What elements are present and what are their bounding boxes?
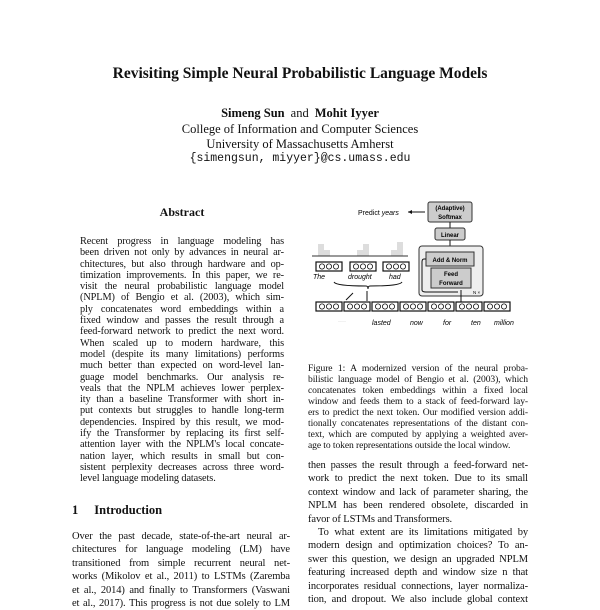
arrow-head: [408, 210, 412, 214]
text-line: ers to predict the next token. Our modified version addi-: [308, 407, 528, 418]
embedding-block: [350, 262, 376, 271]
context-brace: [334, 282, 402, 289]
text-line: feed-forward network to predict the next word.: [80, 326, 284, 338]
abstract-heading: Abstract: [159, 205, 205, 219]
feed-forward-label: Forward: [439, 281, 463, 287]
embedding-block: [316, 262, 342, 271]
text-line: guage model benchmarks. Our analysis re-: [80, 371, 284, 383]
intro-body: [72, 530, 290, 610]
embedding-block: [456, 302, 482, 311]
text-line: When scaled up to modern hardware, this: [80, 337, 284, 349]
text-line: NPLM has been rendered obsolete, discarded in: [308, 500, 528, 512]
right-column-body: [308, 459, 528, 606]
text-line: dependencies. Inspired by this result, we mod-: [80, 416, 284, 428]
section-number: 1: [72, 503, 79, 517]
text-line: been driven not only by advances in neural ar-: [80, 247, 284, 259]
text-line: works (Mikolov et al., 2011) to LSTMs (Zaremba: [72, 571, 290, 583]
abstract-body: [80, 236, 284, 485]
text-line: et al., 2014) and finally to Transformers (Vaswani: [72, 584, 290, 596]
text-line: context window and lack of parameter sharing, the: [308, 486, 528, 498]
text-line: attention layer with the NPLM's local concate-: [80, 439, 284, 451]
window-word: ten: [471, 320, 481, 327]
embedding-block: [316, 302, 342, 311]
embedding-block: [383, 262, 409, 271]
paper-title: Revisiting Simple Neural Probabilistic Language Models: [112, 65, 488, 82]
text-line: bilistic language model of Bengio et al. (2003), which: [308, 374, 528, 385]
context-word: had: [389, 274, 401, 281]
embedding-block: [372, 302, 398, 311]
window-word: for: [443, 320, 452, 327]
text-line: tionally concatenates representations of the distant con-: [308, 418, 528, 429]
text-line: ify the Transformer by replacing its first self-: [80, 428, 284, 440]
softmax-label: Softmax: [438, 215, 462, 221]
author: Mohit Iyyer: [314, 106, 379, 120]
text-line: put contexts but struggles to handle long-term: [80, 405, 284, 417]
text-line: timization improvements. In this paper, we re-: [80, 269, 284, 281]
architecture-diagram: [308, 198, 530, 358]
text-line: Figure 1: A modernized version of the neural proba-: [308, 363, 528, 374]
output-distributions: [318, 242, 403, 256]
figure-caption: [308, 363, 528, 451]
predict-label: Predict years: [358, 210, 399, 217]
figure-1: [308, 198, 530, 363]
section-title: Introduction: [94, 503, 163, 517]
text-line: much better than expected on word-level lan-: [80, 360, 284, 372]
author-separator: and: [290, 106, 309, 120]
text-line: window and feeds them to a stack of feed-forward lay-: [308, 396, 528, 407]
text-line: sistent perplexity decreases across three word-: [80, 461, 284, 473]
text-line: work to predict the next token. Due to its small: [308, 473, 528, 485]
window-word: now: [410, 320, 423, 327]
embedding-block: [428, 302, 454, 311]
text-line: visit the neural probabilistic language model: [80, 281, 284, 293]
text-line: transitioned from simple recurrent neural net-: [72, 557, 290, 569]
arrow-line: [346, 293, 353, 300]
context-embeddings: [316, 262, 409, 271]
text-line: To what extent are its limitations mitigated by: [318, 527, 528, 539]
text-line: Over the past decade, state-of-the-art neural ar-: [72, 531, 290, 542]
linear-label: Linear: [440, 233, 460, 239]
concat-label: ........: [338, 319, 346, 323]
text-line: age to token representations outside the local window.: [308, 440, 511, 451]
window-word: million: [494, 320, 514, 327]
authors: [0, 106, 600, 121]
window-word: lasted: [372, 320, 391, 327]
author: Simeng Sun: [221, 106, 285, 120]
text-line: Recent progress in language modeling has: [80, 236, 284, 247]
embedding-block: [484, 302, 510, 311]
text-line: nation layer, which results in small but con-: [80, 450, 284, 462]
text-line: level language modeling datasets.: [80, 473, 216, 485]
text-line: et al., 2017). This progress is not due solely to LM: [72, 598, 290, 610]
text-line: incorporates residual connections, layer normaliza-: [308, 580, 528, 592]
text-line: text, which are computed by applying a weighted aver-: [308, 429, 528, 440]
embedding-block: [400, 302, 426, 311]
softmax-label: (Adaptive): [435, 206, 465, 212]
text-line: favor of LSTMs and Transformers.: [308, 513, 453, 525]
window-embeddings: [316, 302, 510, 311]
section-heading: [72, 503, 178, 518]
text-line: veals that the NPLM achieves lower perplex-: [80, 382, 284, 394]
add-norm-label: Add & Norm: [432, 258, 468, 264]
context-word: drought: [348, 274, 372, 281]
embedding-block: [344, 302, 370, 311]
text-line: (NPLM) of Bengio et al. (2003), which sim-: [80, 292, 284, 304]
affiliation-line: College of Information and Computer Sciences: [181, 122, 419, 136]
text-line: then passes the result through a feed-forward net-: [308, 460, 528, 471]
text-line: ply concatenates word embeddings within a: [80, 303, 284, 315]
author-email: {simengsun, miyyer}@cs.umass.edu: [189, 152, 411, 165]
n-label: N ×: [473, 290, 481, 295]
text-line: ity than a baseline Transformer with short in-: [80, 394, 284, 406]
feed-forward-label: Feed: [443, 272, 459, 278]
text-line: chitectures, but also through hardware and op-: [80, 258, 284, 270]
text-line: concatenates token embeddings within a fixed local: [308, 385, 528, 396]
context-word: The: [313, 274, 326, 281]
text-line: featuring increased depth and window size n that: [308, 567, 528, 579]
text-line: fixed window and passes the result through a: [80, 315, 284, 327]
text-line: modern design and optimization choices? To an-: [308, 540, 528, 552]
text-line: chitectures for language modeling (LM) have: [72, 544, 290, 556]
text-line: tion, and dropout. We also include global context: [308, 594, 528, 606]
affiliation-line: University of Massachusetts Amherst: [206, 137, 394, 151]
text-line: model (despite its many limitations) performs: [80, 348, 284, 360]
text-line: swer this question, we design an upgraded NPLM: [308, 553, 528, 565]
